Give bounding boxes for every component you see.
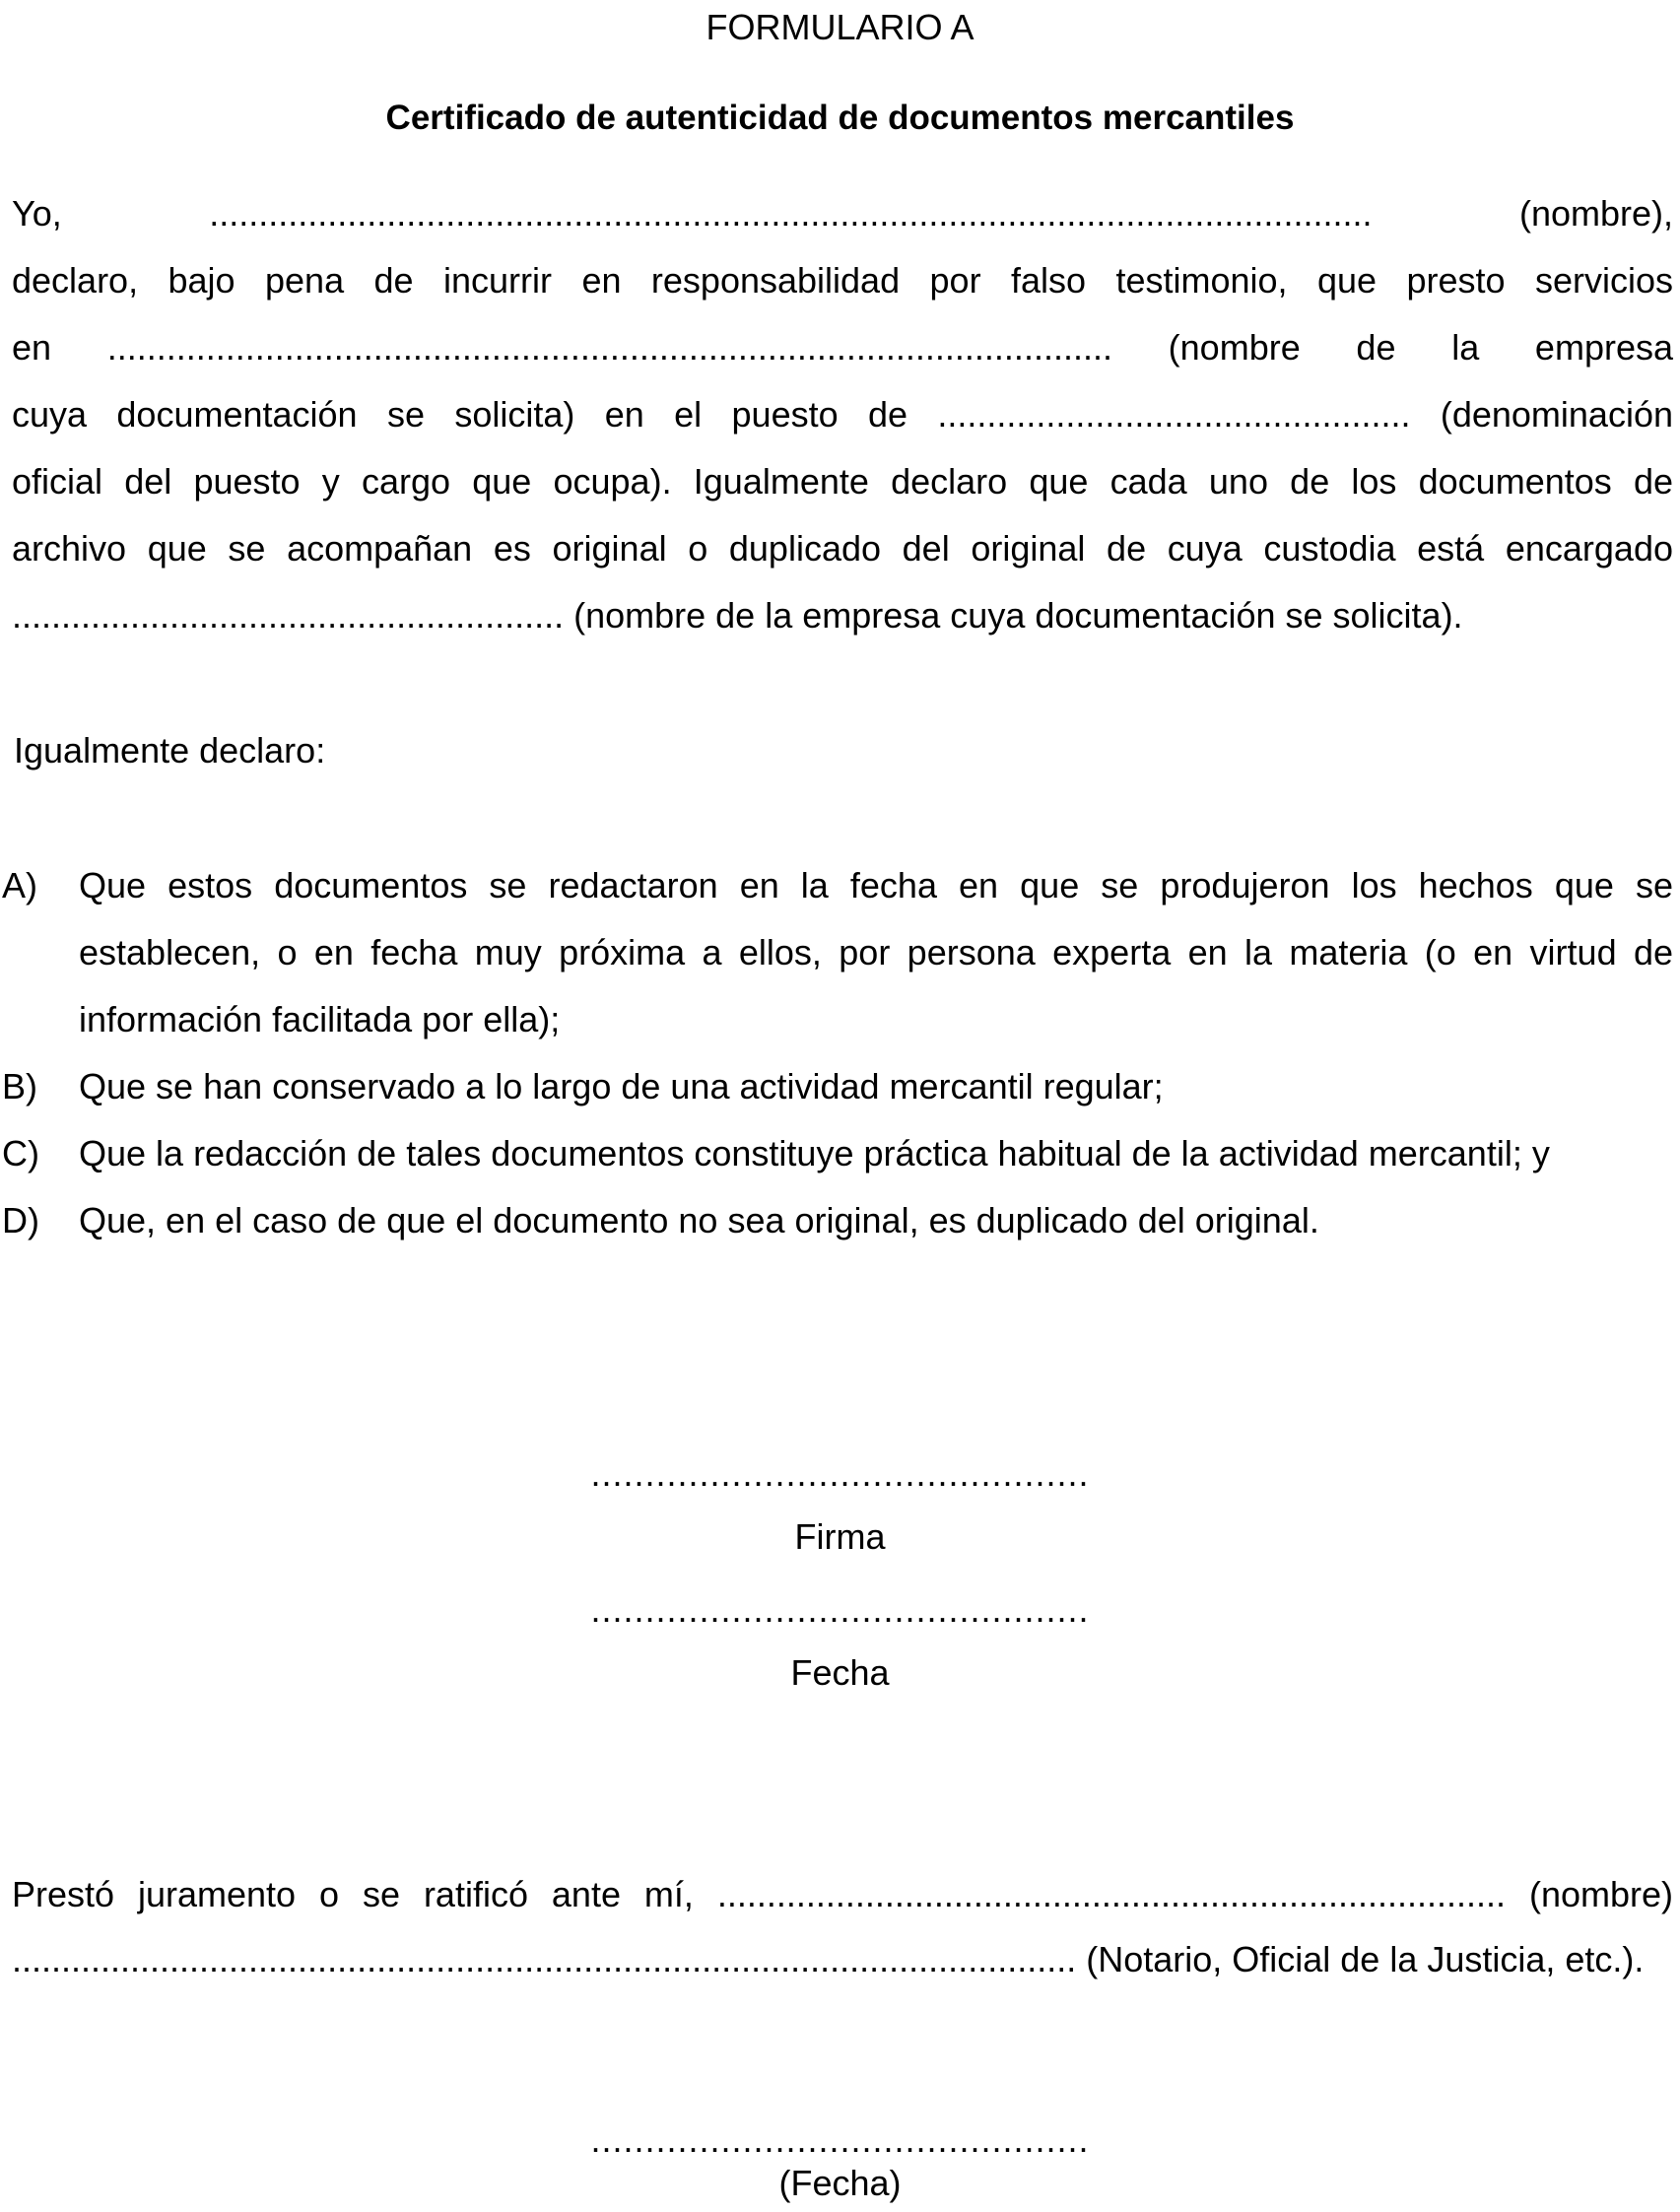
final-date-label: (Fecha) <box>778 2163 902 2203</box>
list-item-line: Que la redacción de tales documentos constituye práctica habitual de la actividad mercantil; y <box>79 1133 1550 1173</box>
declaration-line: oficial del puesto y cargo que ocupa). Igualmente declaro que cada uno de los documentos de <box>12 461 1673 502</box>
list-item <box>0 1187 1680 1254</box>
firma-label: Firma <box>794 1516 886 1557</box>
list-item-letter: C) <box>2 1133 39 1173</box>
declaration-line: en ...................................................................................................... (nombre de la empresa <box>12 327 1673 368</box>
list-item <box>0 852 1680 1053</box>
list-item-line: información facilitada por ella); <box>79 999 561 1039</box>
list-item-line: establecen, o en fecha muy próxima a ellos, por persona experta en la materia (o en virtud de <box>79 932 1673 972</box>
oath-line: Prestó juramento o se ratificó ante mí, ................................................................................ (nombre) <box>12 1874 1673 1914</box>
intro-text: Igualmente declaro: <box>14 730 326 771</box>
list-item-line: Que se han conservado a lo largo de una actividad mercantil regular; <box>79 1066 1164 1106</box>
declaration-line: Yo, ...................................................................................................................... (nombre), <box>12 193 1673 234</box>
list-item-line: Que, en el caso de que el documento no sea original, es duplicado del original. <box>79 1200 1319 1240</box>
list-item-line: Que estos documentos se redactaron en la fecha en que se produjeron los hechos que se <box>79 865 1673 905</box>
list-item-text <box>79 852 1673 1053</box>
list-item <box>0 1053 1680 1120</box>
final-date-line: .............................................. <box>590 2119 1090 2160</box>
list-item-text <box>79 1053 1673 1120</box>
list-item <box>0 1120 1680 1187</box>
list-item-letter: B) <box>2 1066 37 1106</box>
oath-line: ............................................................................................................ (Notario, Oficial de la Justicia, etc.). <box>12 1939 1645 1979</box>
declaration-line: declaro, bajo pena de incurrir en responsabilidad por falso testimonio, que presto servicios <box>12 260 1673 301</box>
list-item-letter: D) <box>2 1200 39 1240</box>
declaration-line: archivo que se acompañan es original o duplicado del original de cuya custodia está encargado <box>12 528 1673 569</box>
form-label: FORMULARIO A <box>706 7 974 47</box>
declaration-list <box>0 852 1680 1254</box>
list-item-letter: A) <box>2 865 37 905</box>
declaration-paragraph <box>12 180 1673 649</box>
oath-paragraph <box>12 1862 1673 1992</box>
fecha-label: Fecha <box>790 1652 890 1693</box>
list-item-text <box>79 1120 1673 1187</box>
declaration-line: cuya documentación se solicita) en el puesto de ................................................ (denominación <box>12 394 1673 435</box>
declaration-line: ........................................................ (nombre de la empresa cuya documentación se solicita). <box>12 595 1463 636</box>
document-title: Certificado de autenticidad de documentos mercantiles <box>385 99 1295 137</box>
firma-signature-line: .............................................. <box>590 1453 1090 1494</box>
fecha-signature-line: .............................................. <box>590 1589 1090 1630</box>
list-item-text <box>79 1187 1673 1254</box>
